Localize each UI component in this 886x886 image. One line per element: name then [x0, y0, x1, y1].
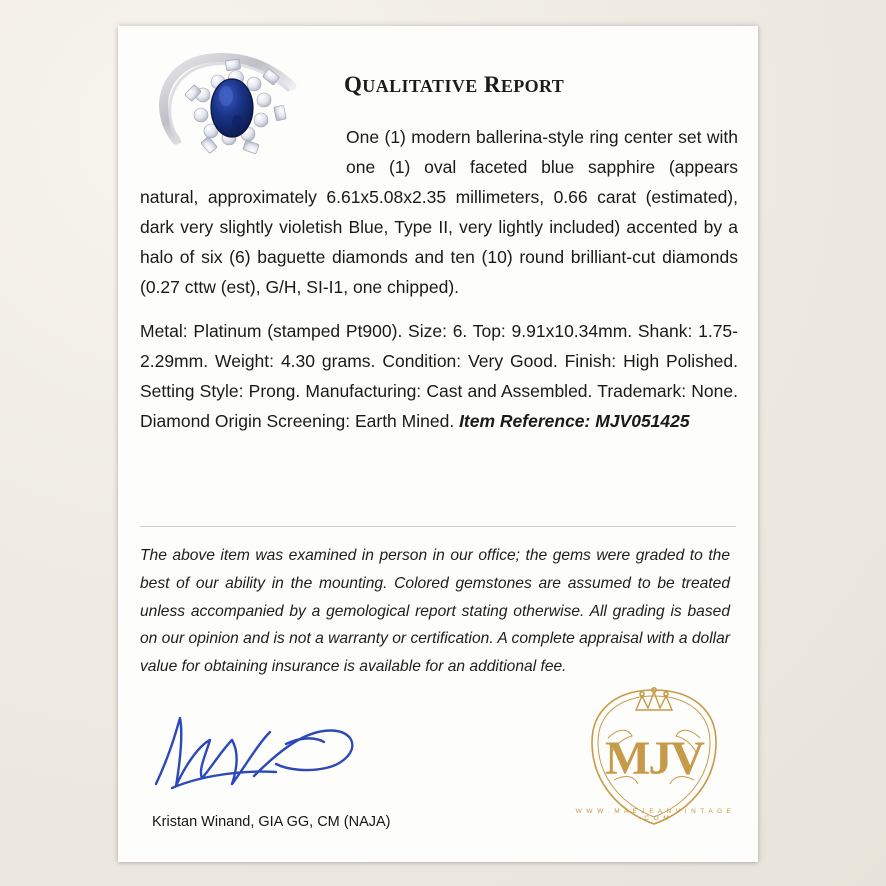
- paragraph-specs-text: Metal: Platinum (stamped Pt900). Size: 6. Top: 9.91x10.34mm. Shank: 1.75-2.29mm. Weight: 4.30 grams. Condition: Very Good. Finish: High Polished. Setting Style: Prong. Manufacturing: Cast and Assembled. Trademark: None. Diamond Origin Screening: Earth Mined.: [140, 320, 738, 431]
- photo-text-wrap-spacer: [140, 122, 346, 180]
- page-title: [344, 72, 564, 98]
- signature-name: Kristan Winand, GIA GG, CM (NAJA): [152, 814, 391, 830]
- svg-text:MJV: MJV: [605, 732, 703, 785]
- logo-website-text: W W W . M A E J E A N V I N T A G E . C O M: [575, 808, 733, 822]
- report-body: [140, 122, 738, 436]
- divider: [140, 526, 736, 527]
- card-inner: [118, 26, 758, 862]
- item-reference: Item Reference: MJV051425: [459, 410, 690, 431]
- appraisal-card: [118, 26, 758, 862]
- paragraph-description-text: One (1) modern ballerina-style ring center set with one (1) oval faceted blue sapphire (appears natural, approximately 6.61x5.08x2.35 millimeters, 0.66 carat (estimated), dark very slightly violetish Blue, Type II, very lightly included) accented by a halo of six (6) baguette diamonds and ten (10) round brilliant-cut diamonds (0.27 cttw (est), G/H, SI-I1, one chipped).: [140, 127, 738, 298]
- page-title-text: QUALITATIVE REPORT: [344, 72, 565, 97]
- paragraph-specs: [140, 316, 738, 436]
- paragraph-description: [140, 122, 738, 303]
- signature-area: [136, 702, 466, 832]
- company-logo: [574, 676, 734, 836]
- disclaimer-text: The above item was examined in person in our office; the gems were graded to the best of our ability in the mounting. Colored gemstones are assumed to be treated unless accompanied by a gemological report stating otherwise. All grading is based on our opinion and is not a warranty or certification. A complete appraisal with a dollar value for obtaining insurance is available for an additional fee.: [140, 547, 730, 675]
- signature-icon: [136, 702, 436, 822]
